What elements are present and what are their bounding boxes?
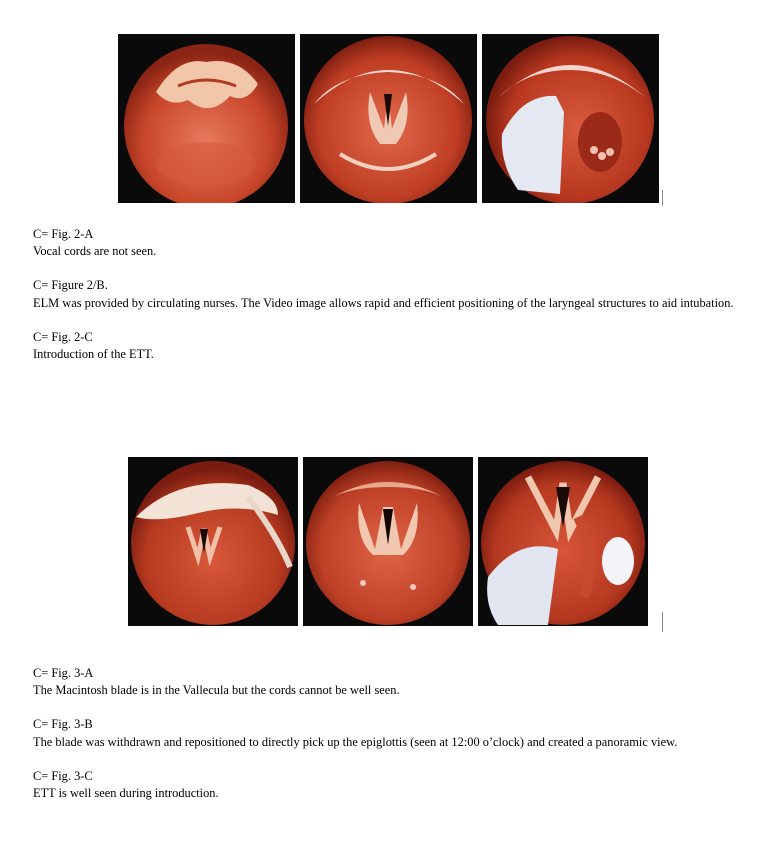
fig-2a-image bbox=[118, 34, 295, 203]
figure-2-image-strip bbox=[118, 34, 659, 203]
figure-2-captions bbox=[33, 226, 737, 363]
figure-2-right-rule bbox=[662, 190, 663, 206]
fig-2b-text: ELM was provided by circulating nurses. The Video image allows rapid and efficient positioning of the laryngeal structures to aid intubation. bbox=[33, 295, 734, 310]
figure-3-image-strip bbox=[128, 457, 648, 626]
fig-3b-image bbox=[303, 457, 473, 626]
fig-3a-text: The Macintosh blade is in the Vallecula but the cords cannot be well seen. bbox=[33, 683, 400, 698]
figure-3-captions bbox=[33, 665, 737, 802]
fig-3b-text: The blade was withdrawn and repositioned to directly pick up the epiglottis (seen at 12:00 o’clock) and created a panoramic view. bbox=[33, 734, 678, 749]
fig-2c-label: C= Fig. 2-C bbox=[33, 329, 93, 344]
fig-3a-image bbox=[128, 457, 298, 626]
fig-3a-label: C= Fig. 3-A bbox=[33, 666, 94, 680]
fig-2c-text: Introduction of the ETT. bbox=[33, 347, 154, 362]
fig-3c-label: C= Fig. 3-C bbox=[33, 768, 93, 783]
fig-2c-image bbox=[482, 34, 659, 203]
figure-3-right-rule bbox=[662, 612, 663, 632]
fig-3c-text: ETT is well seen during introduction. bbox=[33, 786, 219, 801]
fig-2b-image bbox=[300, 34, 477, 203]
fig-2a-text: Vocal cords are not seen. bbox=[33, 244, 157, 259]
fig-3c-image bbox=[478, 457, 648, 626]
fig-2b-label: C= Figure 2/B. bbox=[33, 278, 108, 293]
fig-3b-label: C= Fig. 3-B bbox=[33, 717, 93, 732]
fig-2a-label: C= Fig. 2-A bbox=[33, 227, 94, 241]
